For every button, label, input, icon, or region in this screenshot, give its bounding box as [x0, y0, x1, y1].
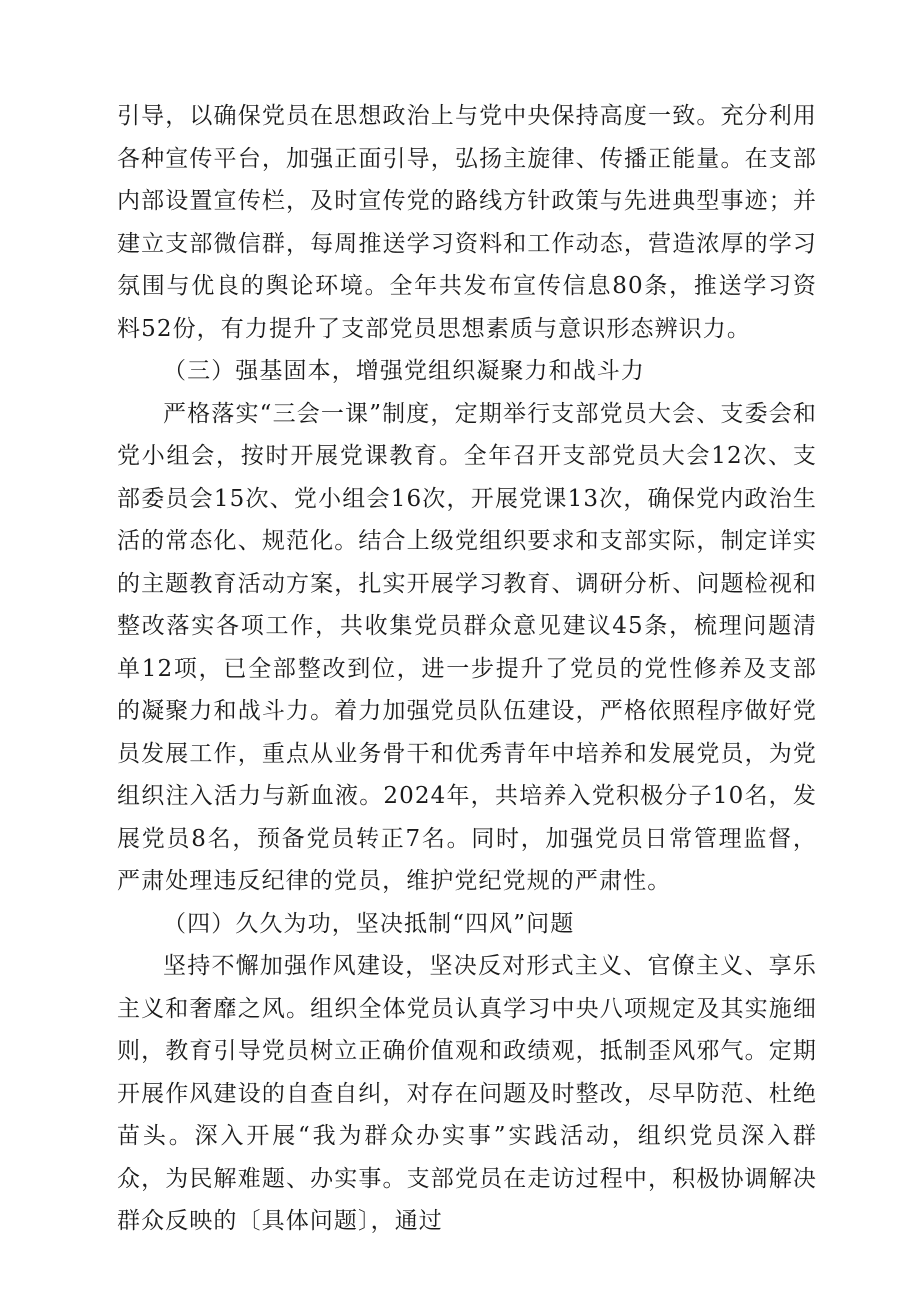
section-heading-4: （四）久久为功，坚决抵制“四风”问题: [163, 910, 575, 937]
section-heading-3: （三）强基固本，增强党组织凝聚力和战斗力: [163, 358, 645, 384]
paragraph-work-style: 坚持不懈加强作风建设，坚决反对形式主义、官僚主义、享乐主义和奢靡之风。组织全体党员认真学习中央八项规定及其实施细则，教育引导党员树立正确价值观和政绩观，抵制歪风邪气。定期开展作风建设的自查自纠，对存在问题及时整改，尽早防范、杜绝苗头。深入开展“我为群众办实事”实践活动，组织党员深入群众，为民解难题、办实事。支部党员在走访过程中，积极协调解决群众反映的〔具体问题〕，通过: [117, 953, 817, 1234]
paragraph-organization-building: 严格落实“三会一课”制度，定期举行支部党员大会、支委会和党小组会，按时开展党课教育。全年召开支部党员大会12次、支部委员会15次、党小组会16次，开展党课13次，确保党内政治生活的常态化、规范化。结合上级党组织要求和支部实际，制定详实的主题教育活动方案，扎实开展学习教育、调研分析、问题检视和整改落实各项工作，共收集党员群众意见建议45条，梳理问题清单12项，已全部整改到位，进一步提升了党员的党性修养及支部的凝聚力和战斗力。着力加强党员队伍建设，严格依照程序做好党员发展工作，重点从业务骨干和优秀青年中培养和发展党员，为党组织注入活力与新血液。2024年，共培养入党积极分子10名，发展党员8名，预备党员转正7名。同时，加强党员日常管理监督，严肃处理违反纪律的党员，维护党纪党规的严肃性。: [117, 400, 817, 894]
paragraph-propaganda-work: 引导，以确保党员在思想政治上与党中央保持高度一致。充分利用各种宣传平台，加强正面引导，弘扬主旋律、传播正能量。在支部内部设置宣传栏，及时宣传党的路线方针政策与先进典型事迹；并建立支部微信群，每周推送学习资料和工作动态，营造浓厚的学习氛围与优良的舆论环境。全年共发布宣传信息80条，推送学习资料52份，有力提升了支部党员思想素质与意识形态辨识力。: [117, 103, 817, 342]
document-body: [117, 95, 817, 1243]
